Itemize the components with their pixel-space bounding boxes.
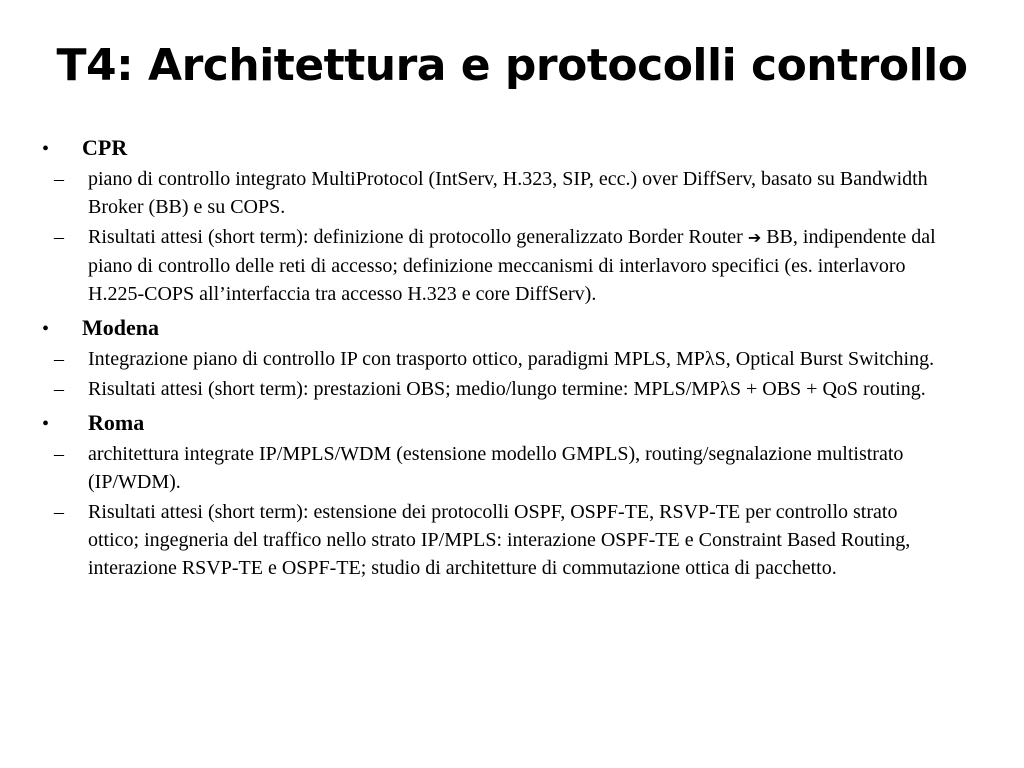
dash-icon: – xyxy=(54,348,64,370)
list-item xyxy=(42,223,992,308)
section-heading-row xyxy=(42,314,992,343)
bullet-icon: • xyxy=(42,318,50,340)
bullet-icon: • xyxy=(42,413,50,435)
section-heading: CPR xyxy=(82,135,128,160)
arrow-right-icon: ➔ xyxy=(747,228,762,247)
list-item-text: Risultati attesi (short term): prestazioni OBS; medio/lungo termine: MPLS/MPλS + OBS + QoS routing. xyxy=(88,378,926,400)
list-item xyxy=(42,498,992,582)
section-heading: Roma xyxy=(88,410,145,435)
list-item xyxy=(42,440,992,496)
dash-icon: – xyxy=(54,443,64,465)
slide-content xyxy=(42,134,992,582)
dash-icon: – xyxy=(54,378,64,400)
section-heading-row xyxy=(42,134,992,163)
list-item xyxy=(42,165,992,221)
dash-icon: – xyxy=(54,501,64,523)
list-item-text-part: Risultati attesi (short term): definizione di protocollo generalizzato Border Router xyxy=(88,226,748,248)
list-item-text: architettura integrate IP/MPLS/WDM (estensione modello GMPLS), routing/segnalazione multistrato (IP/WDM). xyxy=(88,443,904,493)
bullet-icon: • xyxy=(42,138,50,160)
slide-title: T4: Architettura e protocolli controllo xyxy=(56,40,968,91)
list-item-text xyxy=(88,223,948,308)
dash-icon: – xyxy=(54,226,64,248)
section-roma xyxy=(42,409,992,582)
list-item-text: Integrazione piano di controllo IP con trasporto ottico, paradigmi MPLS, MPλS, Optical Burst Switching. xyxy=(88,348,935,370)
list-item xyxy=(42,375,992,403)
list-item-text-part: BB, indipendente dal piano di controllo delle reti di accesso; definizione meccanismi di interlavoro specifici (es. interlavoro H.225-COPS all’interfaccia tra accesso H.323 e core DiffServ). xyxy=(88,226,936,305)
dash-icon: – xyxy=(54,168,64,190)
list-item xyxy=(42,345,992,373)
section-heading-row xyxy=(42,409,992,438)
section-heading: Modena xyxy=(82,315,159,340)
section-modena xyxy=(42,314,992,403)
section-cpr xyxy=(42,134,992,308)
list-item-text: Risultati attesi (short term): estensione dei protocolli OSPF, OSPF-TE, RSVP-TE per controllo strato ottico; ingegneria del traffico nello strato IP/MPLS: interazione OSPF-TE e Constraint Based Routing, interazione RSVP-TE e OSPF-TE; studio di architetture di commutazione ottica di pacchetto. xyxy=(88,501,911,579)
list-item-text: piano di controllo integrato MultiProtocol (IntServ, H.323, SIP, ecc.) over DiffServ, basato su Bandwidth Broker (BB) e su COPS. xyxy=(88,168,928,218)
